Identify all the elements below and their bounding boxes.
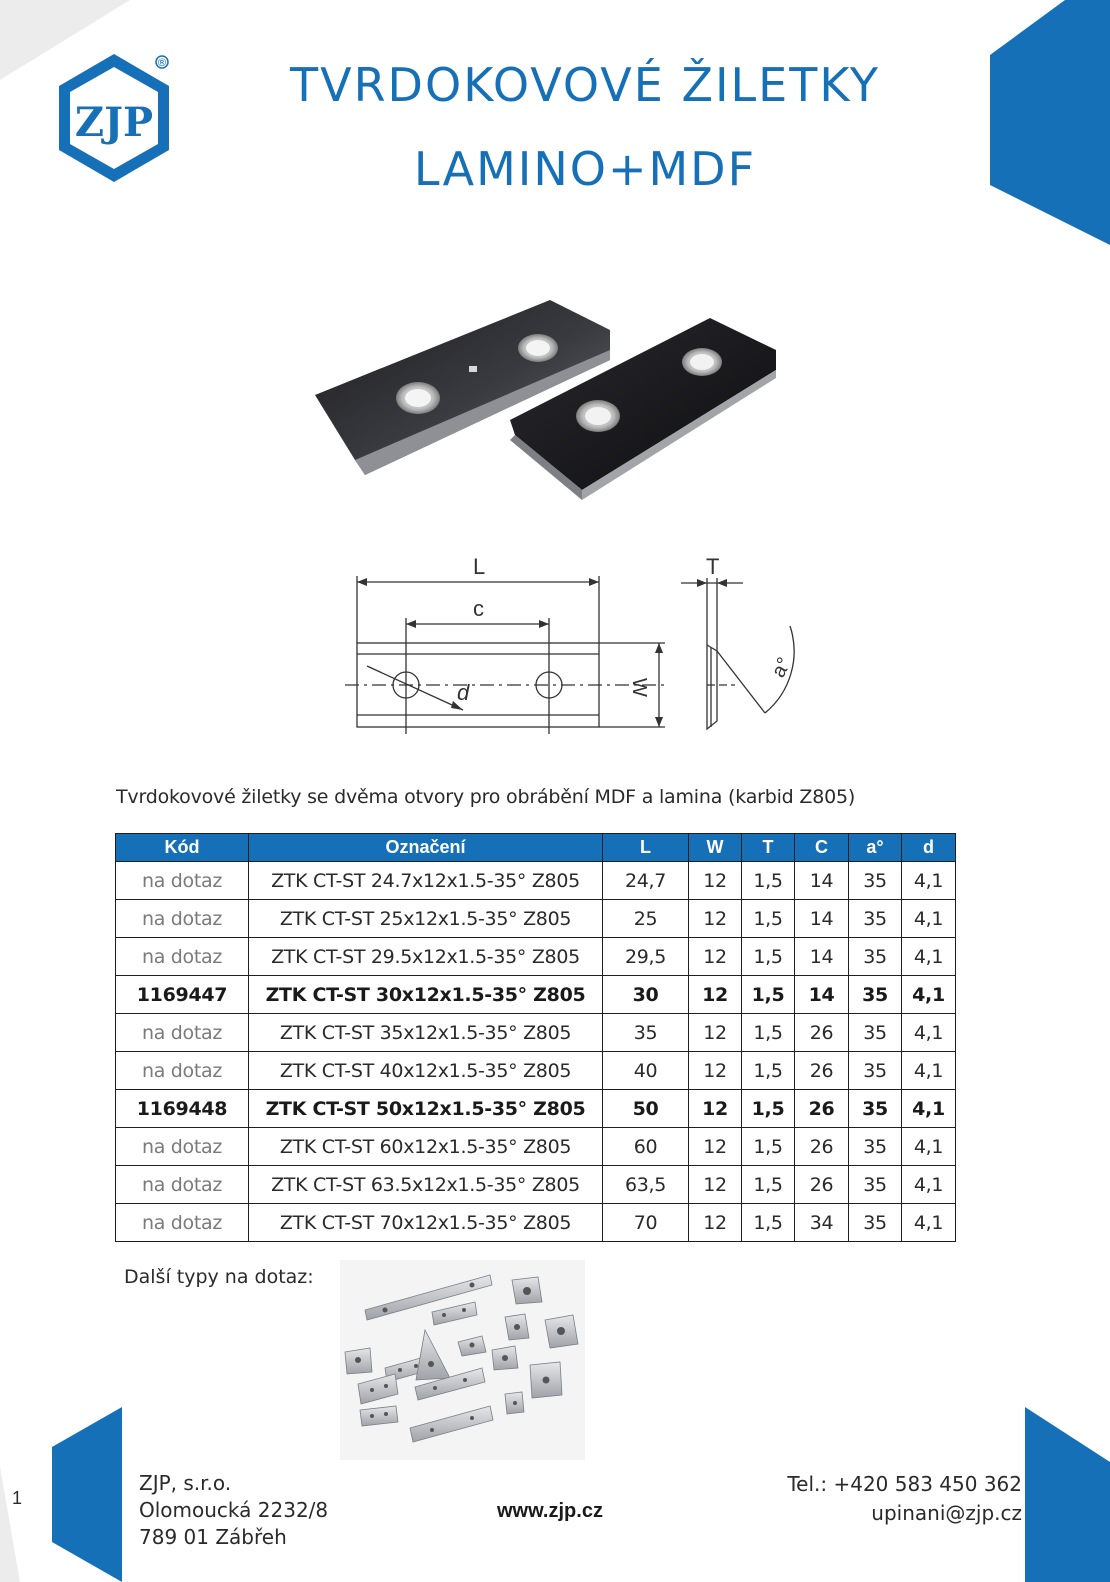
- code-cell: na dotaz: [116, 938, 249, 976]
- header-hole-distance: C: [795, 834, 849, 862]
- thickness-cell: 1,5: [742, 1166, 795, 1204]
- table-header-row: [116, 834, 956, 862]
- logo-text: ZJP: [74, 99, 154, 146]
- width-cell: 12: [689, 1014, 742, 1052]
- corner-decoration-top-right: [990, 0, 1110, 250]
- table-row: [116, 1014, 956, 1052]
- code-cell: na dotaz: [116, 900, 249, 938]
- header-width: W: [689, 834, 742, 862]
- blade-photo: [310, 290, 790, 510]
- length-cell: 63,5: [603, 1166, 689, 1204]
- table-row: [116, 1204, 956, 1242]
- company-name: ZJP, s.r.o.: [139, 1471, 232, 1495]
- phone-number[interactable]: Tel.: +420 583 450 362: [787, 1472, 1022, 1496]
- code-cell: na dotaz: [116, 1166, 249, 1204]
- length-cell: 30: [603, 976, 689, 1014]
- diameter-cell: 4,1: [902, 1128, 956, 1166]
- width-cell: 12: [689, 1204, 742, 1242]
- page-title-line1: TVRDOKOVOVÉ ŽILETKY: [290, 58, 880, 112]
- width-cell: 12: [689, 976, 742, 1014]
- hole-distance-cell: 26: [795, 1090, 849, 1128]
- width-cell: 12: [689, 900, 742, 938]
- email-link[interactable]: upinani@zjp.cz: [871, 1501, 1022, 1525]
- thickness-cell: 1,5: [742, 1052, 795, 1090]
- table-row: [116, 976, 956, 1014]
- angle-cell: 35: [849, 938, 902, 976]
- header-diameter: d: [902, 834, 956, 862]
- drawing-label-angle: a°: [767, 654, 796, 682]
- length-cell: 70: [603, 1204, 689, 1242]
- table-row: [116, 900, 956, 938]
- thickness-cell: 1,5: [742, 1204, 795, 1242]
- table-row: [116, 862, 956, 900]
- zjp-logo: [52, 50, 177, 190]
- hole-distance-cell: 14: [795, 938, 849, 976]
- name-cell: ZTK CT-ST 35x12x1.5-35° Z805: [249, 1014, 603, 1052]
- page-title-line2: LAMINO+MDF: [413, 142, 757, 196]
- more-types-label: Další typy na dotaz:: [124, 1266, 314, 1288]
- length-cell: 40: [603, 1052, 689, 1090]
- header-length: L: [603, 834, 689, 862]
- header-angle: a°: [849, 834, 902, 862]
- thickness-cell: 1,5: [742, 938, 795, 976]
- table-row: [116, 1128, 956, 1166]
- angle-cell: 35: [849, 900, 902, 938]
- diameter-cell: 4,1: [902, 900, 956, 938]
- name-cell: ZTK CT-ST 60x12x1.5-35° Z805: [249, 1128, 603, 1166]
- header-code: Kód: [116, 834, 249, 862]
- name-cell: ZTK CT-ST 70x12x1.5-35° Z805: [249, 1204, 603, 1242]
- hole-distance-cell: 26: [795, 1052, 849, 1090]
- drawing-label-thickness: T: [706, 554, 720, 579]
- spec-table: [115, 833, 956, 1242]
- name-cell: ZTK CT-ST 40x12x1.5-35° Z805: [249, 1052, 603, 1090]
- angle-cell: 35: [849, 1014, 902, 1052]
- drawing-label-diameter: d: [457, 680, 470, 705]
- thickness-cell: 1,5: [742, 1090, 795, 1128]
- length-cell: 25: [603, 900, 689, 938]
- diameter-cell: 4,1: [902, 1052, 956, 1090]
- code-cell: 1169448: [116, 1090, 249, 1128]
- length-cell: 24,7: [603, 862, 689, 900]
- name-cell: ZTK CT-ST 24.7x12x1.5-35° Z805: [249, 862, 603, 900]
- name-cell: ZTK CT-ST 30x12x1.5-35° Z805: [249, 976, 603, 1014]
- diameter-cell: 4,1: [902, 1090, 956, 1128]
- angle-cell: 35: [849, 1128, 902, 1166]
- technical-drawing: [345, 548, 815, 743]
- thickness-cell: 1,5: [742, 976, 795, 1014]
- name-cell: ZTK CT-ST 25x12x1.5-35° Z805: [249, 900, 603, 938]
- company-city: 789 01 Zábřeh: [139, 1525, 287, 1549]
- width-cell: 12: [689, 1166, 742, 1204]
- hole-distance-cell: 14: [795, 900, 849, 938]
- registered-mark: ®: [156, 56, 168, 69]
- length-cell: 60: [603, 1128, 689, 1166]
- width-cell: 12: [689, 862, 742, 900]
- angle-cell: 35: [849, 976, 902, 1014]
- description-text: Tvrdokovové žiletky se dvěma otvory pro obrábění MDF a lamina (karbid Z805): [116, 786, 856, 808]
- name-cell: ZTK CT-ST 29.5x12x1.5-35° Z805: [249, 938, 603, 976]
- name-cell: ZTK CT-ST 50x12x1.5-35° Z805: [249, 1090, 603, 1128]
- company-address: [139, 1470, 328, 1551]
- table-row: [116, 1052, 956, 1090]
- hole-distance-cell: 14: [795, 862, 849, 900]
- code-cell: na dotaz: [116, 1014, 249, 1052]
- angle-cell: 35: [849, 1204, 902, 1242]
- company-street: Olomoucká 2232/8: [139, 1498, 329, 1522]
- hole-distance-cell: 14: [795, 976, 849, 1014]
- width-cell: 12: [689, 938, 742, 976]
- header-thickness: T: [742, 834, 795, 862]
- table-row: [116, 1090, 956, 1128]
- length-cell: 50: [603, 1090, 689, 1128]
- code-cell: na dotaz: [116, 862, 249, 900]
- diameter-cell: 4,1: [902, 938, 956, 976]
- hole-distance-cell: 26: [795, 1166, 849, 1204]
- code-cell: na dotaz: [116, 1052, 249, 1090]
- code-cell: na dotaz: [116, 1204, 249, 1242]
- name-cell: ZTK CT-ST 63.5x12x1.5-35° Z805: [249, 1166, 603, 1204]
- angle-cell: 35: [849, 862, 902, 900]
- hole-distance-cell: 34: [795, 1204, 849, 1242]
- other-inserts-image: [340, 1260, 585, 1460]
- table-row: [116, 938, 956, 976]
- length-cell: 29,5: [603, 938, 689, 976]
- thickness-cell: 1,5: [742, 1014, 795, 1052]
- diameter-cell: 4,1: [902, 1014, 956, 1052]
- table-row: [116, 1166, 956, 1204]
- width-cell: 12: [689, 1128, 742, 1166]
- drawing-label-hole-distance: c: [473, 596, 484, 621]
- website-link[interactable]: www.zjp.cz: [497, 1500, 603, 1522]
- header-name: Označení: [249, 834, 603, 862]
- diameter-cell: 4,1: [902, 976, 956, 1014]
- code-cell: na dotaz: [116, 1128, 249, 1166]
- thickness-cell: 1,5: [742, 900, 795, 938]
- diameter-cell: 4,1: [902, 1166, 956, 1204]
- angle-cell: 35: [849, 1052, 902, 1090]
- thickness-cell: 1,5: [742, 1128, 795, 1166]
- drawing-label-length: L: [473, 554, 486, 579]
- diameter-cell: 4,1: [902, 862, 956, 900]
- code-cell: 1169447: [116, 976, 249, 1014]
- corner-decoration-bottom-right: [1025, 1407, 1110, 1582]
- page-number: 1: [12, 1488, 23, 1508]
- width-cell: 12: [689, 1052, 742, 1090]
- angle-cell: 35: [849, 1090, 902, 1128]
- diameter-cell: 4,1: [902, 1204, 956, 1242]
- length-cell: 35: [603, 1014, 689, 1052]
- hole-distance-cell: 26: [795, 1014, 849, 1052]
- thickness-cell: 1,5: [742, 862, 795, 900]
- angle-cell: 35: [849, 1166, 902, 1204]
- hole-distance-cell: 26: [795, 1128, 849, 1166]
- drawing-label-width: W: [628, 678, 650, 697]
- contact-info: [787, 1470, 1022, 1528]
- width-cell: 12: [689, 1090, 742, 1128]
